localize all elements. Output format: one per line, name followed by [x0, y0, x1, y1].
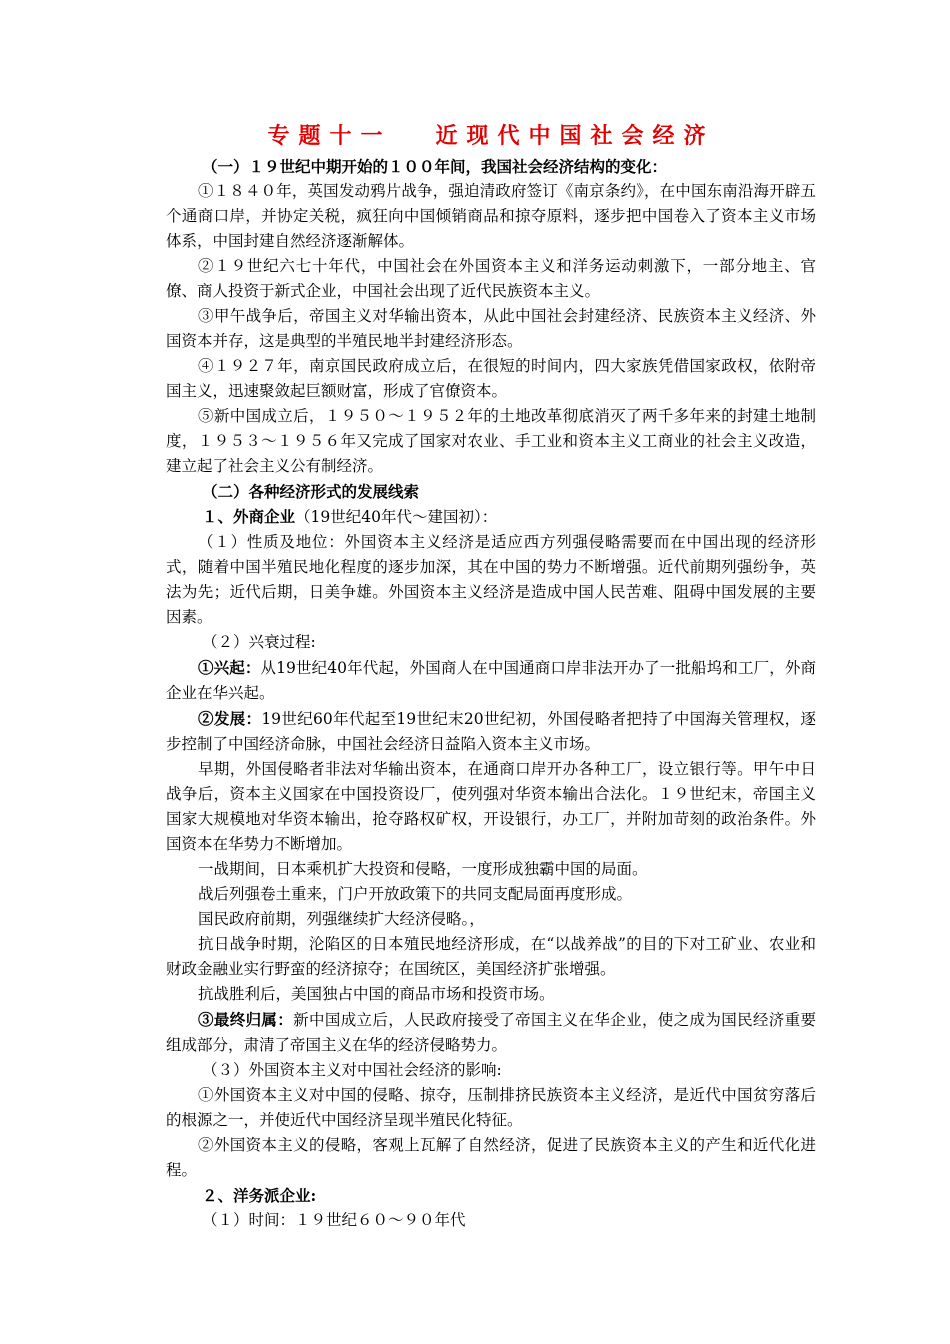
- final-label: ③最终归属：: [198, 1010, 294, 1029]
- item-2-heading: ２、洋务派企业:: [202, 1186, 317, 1205]
- item-1-early-period: 早期，外国侵略者非法对华输出资本，在通商口岸开办各种工厂，设立银行等。甲午中日战争后，资本主义国家在中国投资设厂，使列强对华资本输出合法化。１９世纪末，帝国主义国家大规模地对华资本输出，抢夺路权矿权，开设银行，办工厂，并附加苛刻的政治条件。外国资本在华势力不断增加。: [166, 760, 816, 853]
- item-1-impact-heading: （３）外国资本主义对中国社会经济的影响:: [202, 1061, 502, 1079]
- item-1-heading: [166, 504, 816, 530]
- item-1-ww1: 一战期间，日本乘机扩大投资和侵略，一度形成独霸中国的局面。: [198, 860, 648, 878]
- item-1-development: [166, 706, 816, 757]
- item-1-impact-2: ②外国资本主义的侵略，客观上瓦解了自然经济，促进了民族资本主义的产生和近代化进程。: [166, 1136, 816, 1179]
- rise-label: ①兴起：: [198, 658, 261, 677]
- section-2-heading: （二）各种经济形式的发展线索: [202, 482, 420, 501]
- item-1-process-heading: （２）兴衰过程:: [202, 633, 316, 651]
- document-title: [166, 118, 816, 154]
- section-1-paragraph-1: ①１８４０年，英国发动鸦片战争，强迫清政府签订《南京条约》，在中国东南沿海开辟五个通商口岸，并协定关税，疯狂向中国倾销商品和掠夺原料，逐步把中国卷入了资本主义市场体系，中国封建自然经济逐渐解体。: [166, 182, 816, 250]
- document-page: [166, 118, 816, 1233]
- section-1-paragraph-3: ③甲午战争后，帝国主义对华输出资本，从此中国社会封建经济、民族资本主义经济、外国资本并存，这是典型的半殖民地半封建经济形态。: [166, 307, 816, 350]
- section-1-paragraph-2: ②１９世纪六七十年代，中国社会在外国资本主义和洋务运动刺激下，一部分地主、官僚、商人投资于新式企业，中国社会出现了近代民族资本主义。: [166, 257, 816, 300]
- item-1-label: １、外商企业: [202, 507, 296, 526]
- title-topic-number: 专题十一: [267, 123, 392, 149]
- final-text: 新中国成立后，人民政府接受了帝国主义在华企业，使之成为国民经济重要组成部分，肃清了帝国主义在华的经济侵略势力。: [166, 1011, 816, 1054]
- section-1-paragraph-5: ⑤新中国成立后，１９５０～１９５２年的土地改革彻底消灭了两千多年来的封建土地制度，１９５３～１９５６年又完成了国家对农业、手工业和资本主义工商业的社会主义改造，建立起了社会主义公有制经济。: [166, 407, 816, 475]
- item-1-rise: [166, 655, 816, 706]
- item-1-kmt-period: 国民政府前期，列强继续扩大经济侵略。，: [198, 910, 485, 928]
- item-1-postwar: 战后列强卷土重来，门户开放政策下的共同支配局面再度形成。: [198, 885, 633, 903]
- development-label: ②发展：: [198, 709, 262, 728]
- section-1-heading: （一）１９世纪中期开始的１００年间，我国社会经济结构的变化：: [202, 157, 668, 176]
- item-1-victory: 抗战胜利后，美国独占中国的商品市场和投资市场。: [198, 985, 555, 1003]
- rise-text: 从19世纪40年代起，外国商人在中国通商口岸非法开办了一批船坞和工厂，外商企业在华兴起。: [166, 659, 816, 702]
- item-1-final: [166, 1007, 816, 1058]
- item-1-nature: （１）性质及地位：外国资本主义经济是适应西方列强侵略需要而在中国出现的经济形式，随着中国半殖民地化程度的逐步加深，其在中国的势力不断增强。近代前期列强纷争，英法为先；近代后期，日美争雄。外国资本主义经济是造成中国人民苦难、阻碍中国发展的主要因素。: [166, 533, 816, 626]
- section-1-paragraph-4: ④１９２７年，南京国民政府成立后，在很短的时间内，四大家族凭借国家政权，依附帝国主义，迅速聚敛起巨额财富，形成了官僚资本。: [166, 357, 816, 400]
- item-2-time: （１）时间：１９世纪６０～９０年代: [202, 1211, 466, 1229]
- title-topic-name: 近现代中国社会经济: [435, 123, 715, 149]
- development-text: 19世纪60年代起至19世纪末20世纪初，外国侵略者把持了中国海关管理权，逐步控制了中国经济命脉，中国社会经济日益陷入资本主义市场。: [166, 710, 816, 753]
- item-1-war-period: 抗日战争时期，沦陷区的日本殖民地经济形成，在“以战养战”的目的下对工矿业、农业和财政金融业实行野蛮的经济掠夺；在国统区，美国经济扩张增强。: [166, 935, 816, 978]
- item-1-impact-1: ①外国资本主义对中国的侵略、掠夺，压制排挤民族资本主义经济，是近代中国贫穷落后的根源之一，并使近代中国经济呈现半殖民化特征。: [166, 1086, 816, 1129]
- item-1-period: （19世纪40年代～建国初）：: [295, 508, 498, 526]
